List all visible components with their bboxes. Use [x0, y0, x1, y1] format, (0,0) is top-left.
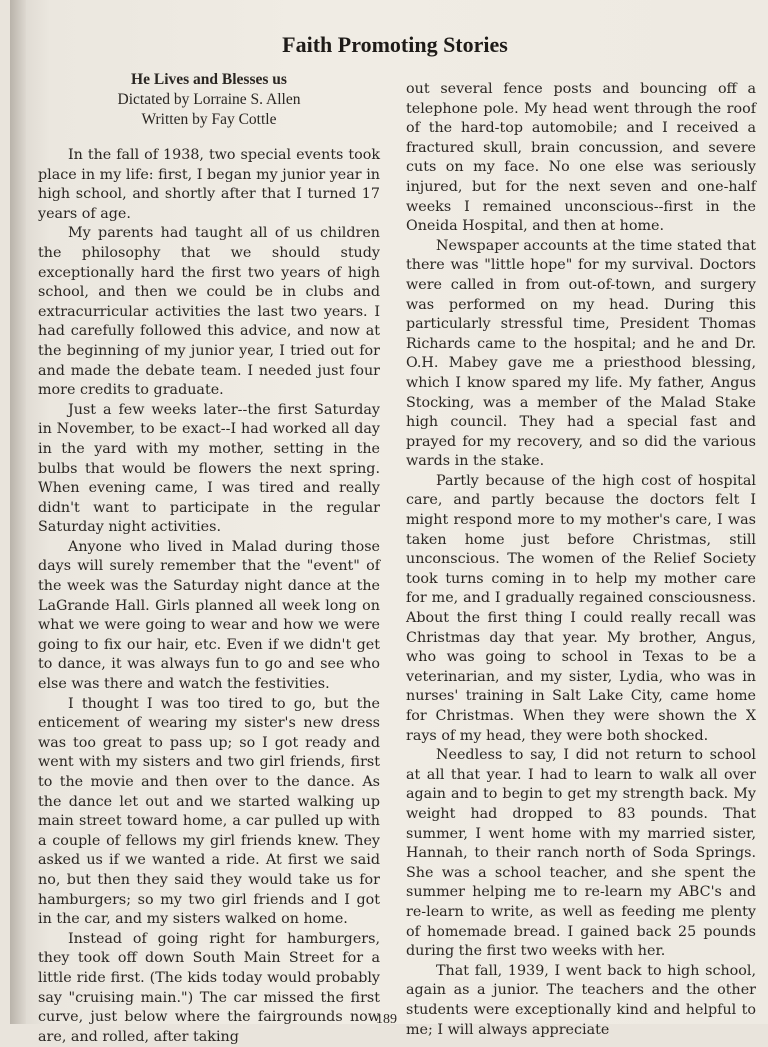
story-dictated-by: Dictated by Lorraine S. Allen: [117, 91, 301, 108]
story-written-by: Written by Fay Cottle: [141, 111, 277, 128]
left-paragraph-6: Instead of going right for hamburgers, they took off down South Main Street for a little ride first. (The kids today would probably say "cruising main.") The car missed the first curve, just below where the fairgrounds now are, and rolled, after taking: [38, 930, 380, 1045]
right-paragraph-3: Needless to say, I did not return to school at all that year. I had to learn to walk all over again and to begin to get my strength back. My weight had dropped to 83 pounds. That summer, I went home with my married sister, Hannah, to their ranch north of Soda Springs. She was a school teacher, and she spent the summer helping me to re-learn my ABC's and re-learn to write, as well as feeding me plenty of homemade bread. I gained back 25 pounds during the first two weeks with her.: [406, 747, 756, 960]
right-column: [406, 80, 756, 1040]
page-gutter: [10, 0, 26, 1024]
page-title: Faith Promoting Stories: [282, 32, 508, 57]
left-paragraph-1: In the fall of 1938, two special events took place in my life: first, I began my junior year in high school, and shortly after that I turned 17 years of age.: [38, 147, 380, 222]
left-paragraph-5: I thought I was too tired to go, but the enticement of wearing my sister's new dress was too great to pass up; so I got ready and went with my sisters and two girl friends, first to the movie and then over to the dance. As the dance let out and we started walking up main street toward home, a car pulled up with a couple of fellows my girl friends knew. They asked us if we wanted a ride. At first we said no, but then they said they would take us for hamburgers; so my two girl friends and I got in the car, and my sisters walked on home.: [38, 695, 380, 928]
left-paragraph-4: Anyone who lived in Malad during those days will surely remember that the "event" of the week was the Saturday night dance at the LaGrande Hall. Girls planned all week long on what we were going to wear and how we were going to fix our hair, etc. Even if we didn't get to dance, it was always fun to go and see who else was there and watch the festivities.: [38, 538, 380, 693]
left-paragraph-3: Just a few weeks later--the first Saturday in November, to be exact--I had worked all day in the yard with my mother, setting in the bulbs that would be flowers the next spring. When evening came, I was tired and really didn't want to participate in the regular Saturday night activities.: [38, 401, 380, 536]
story-heading: He Lives and Blesses us: [131, 71, 287, 88]
right-paragraph-2: Partly because of the high cost of hospital care, and partly because the doctors felt I might respond more to my mother's care, I was taken home just before Christmas, still unconscious. The women of the Relief Society took turns coming in to help my mother care for me, and I gradually regained consciousness. About the first thing I could really recall was Christmas day that year. My brother, Angus, who was going to school in Texas to be a veterinarian, and my sister, Lydia, who was in nurses' training in Salt Lake City, came home for Christmas. When they were shown the X rays of my head, they were both shocked.: [406, 472, 756, 744]
right-paragraph-4: That fall, 1939, I went back to high school, again as a junior. The teachers and the other students were exceptionally kind and helpful to me; I will always appreciate: [406, 962, 756, 1038]
heading-spacer: [38, 130, 380, 146]
left-paragraph-2: My parents had taught all of us children the philosophy that we should study exceptionally hard the first two years of high school, and then we could be in clubs and extracurricular activities the last two years. I had carefully followed this advice, and now at the beginning of my junior year, I tried out for and made the debate team. I needed just four more credits to graduate.: [38, 225, 380, 399]
left-column: [38, 70, 380, 1047]
right-continuation: out several fence posts and bouncing off a telephone pole. My head went through the roof of the hard-top automobile; and I received a fractured skull, brain concussion, and severe cuts on my face. No one else was seriously injured, but for the next seven and one-half weeks I remained unconscious--first in the Oneida Hospital, and then at home.: [406, 81, 756, 235]
page-number: 189: [376, 1012, 397, 1027]
right-paragraph-1: Newspaper accounts at the time stated that there was "little hope" for my survival. Doctors were called in from out-of-town, and surgery was performed on my head. During this particularly stressful time, President Thomas Richards came to the hospital; and he and Dr. O.H. Mabey gave me a priesthood blessing, which I know spared my life. My father, Angus Stocking, was a member of the Malad Stake high council. They had a special fast and prayed for my recovery, and so did the various wards in the stake.: [406, 237, 756, 470]
